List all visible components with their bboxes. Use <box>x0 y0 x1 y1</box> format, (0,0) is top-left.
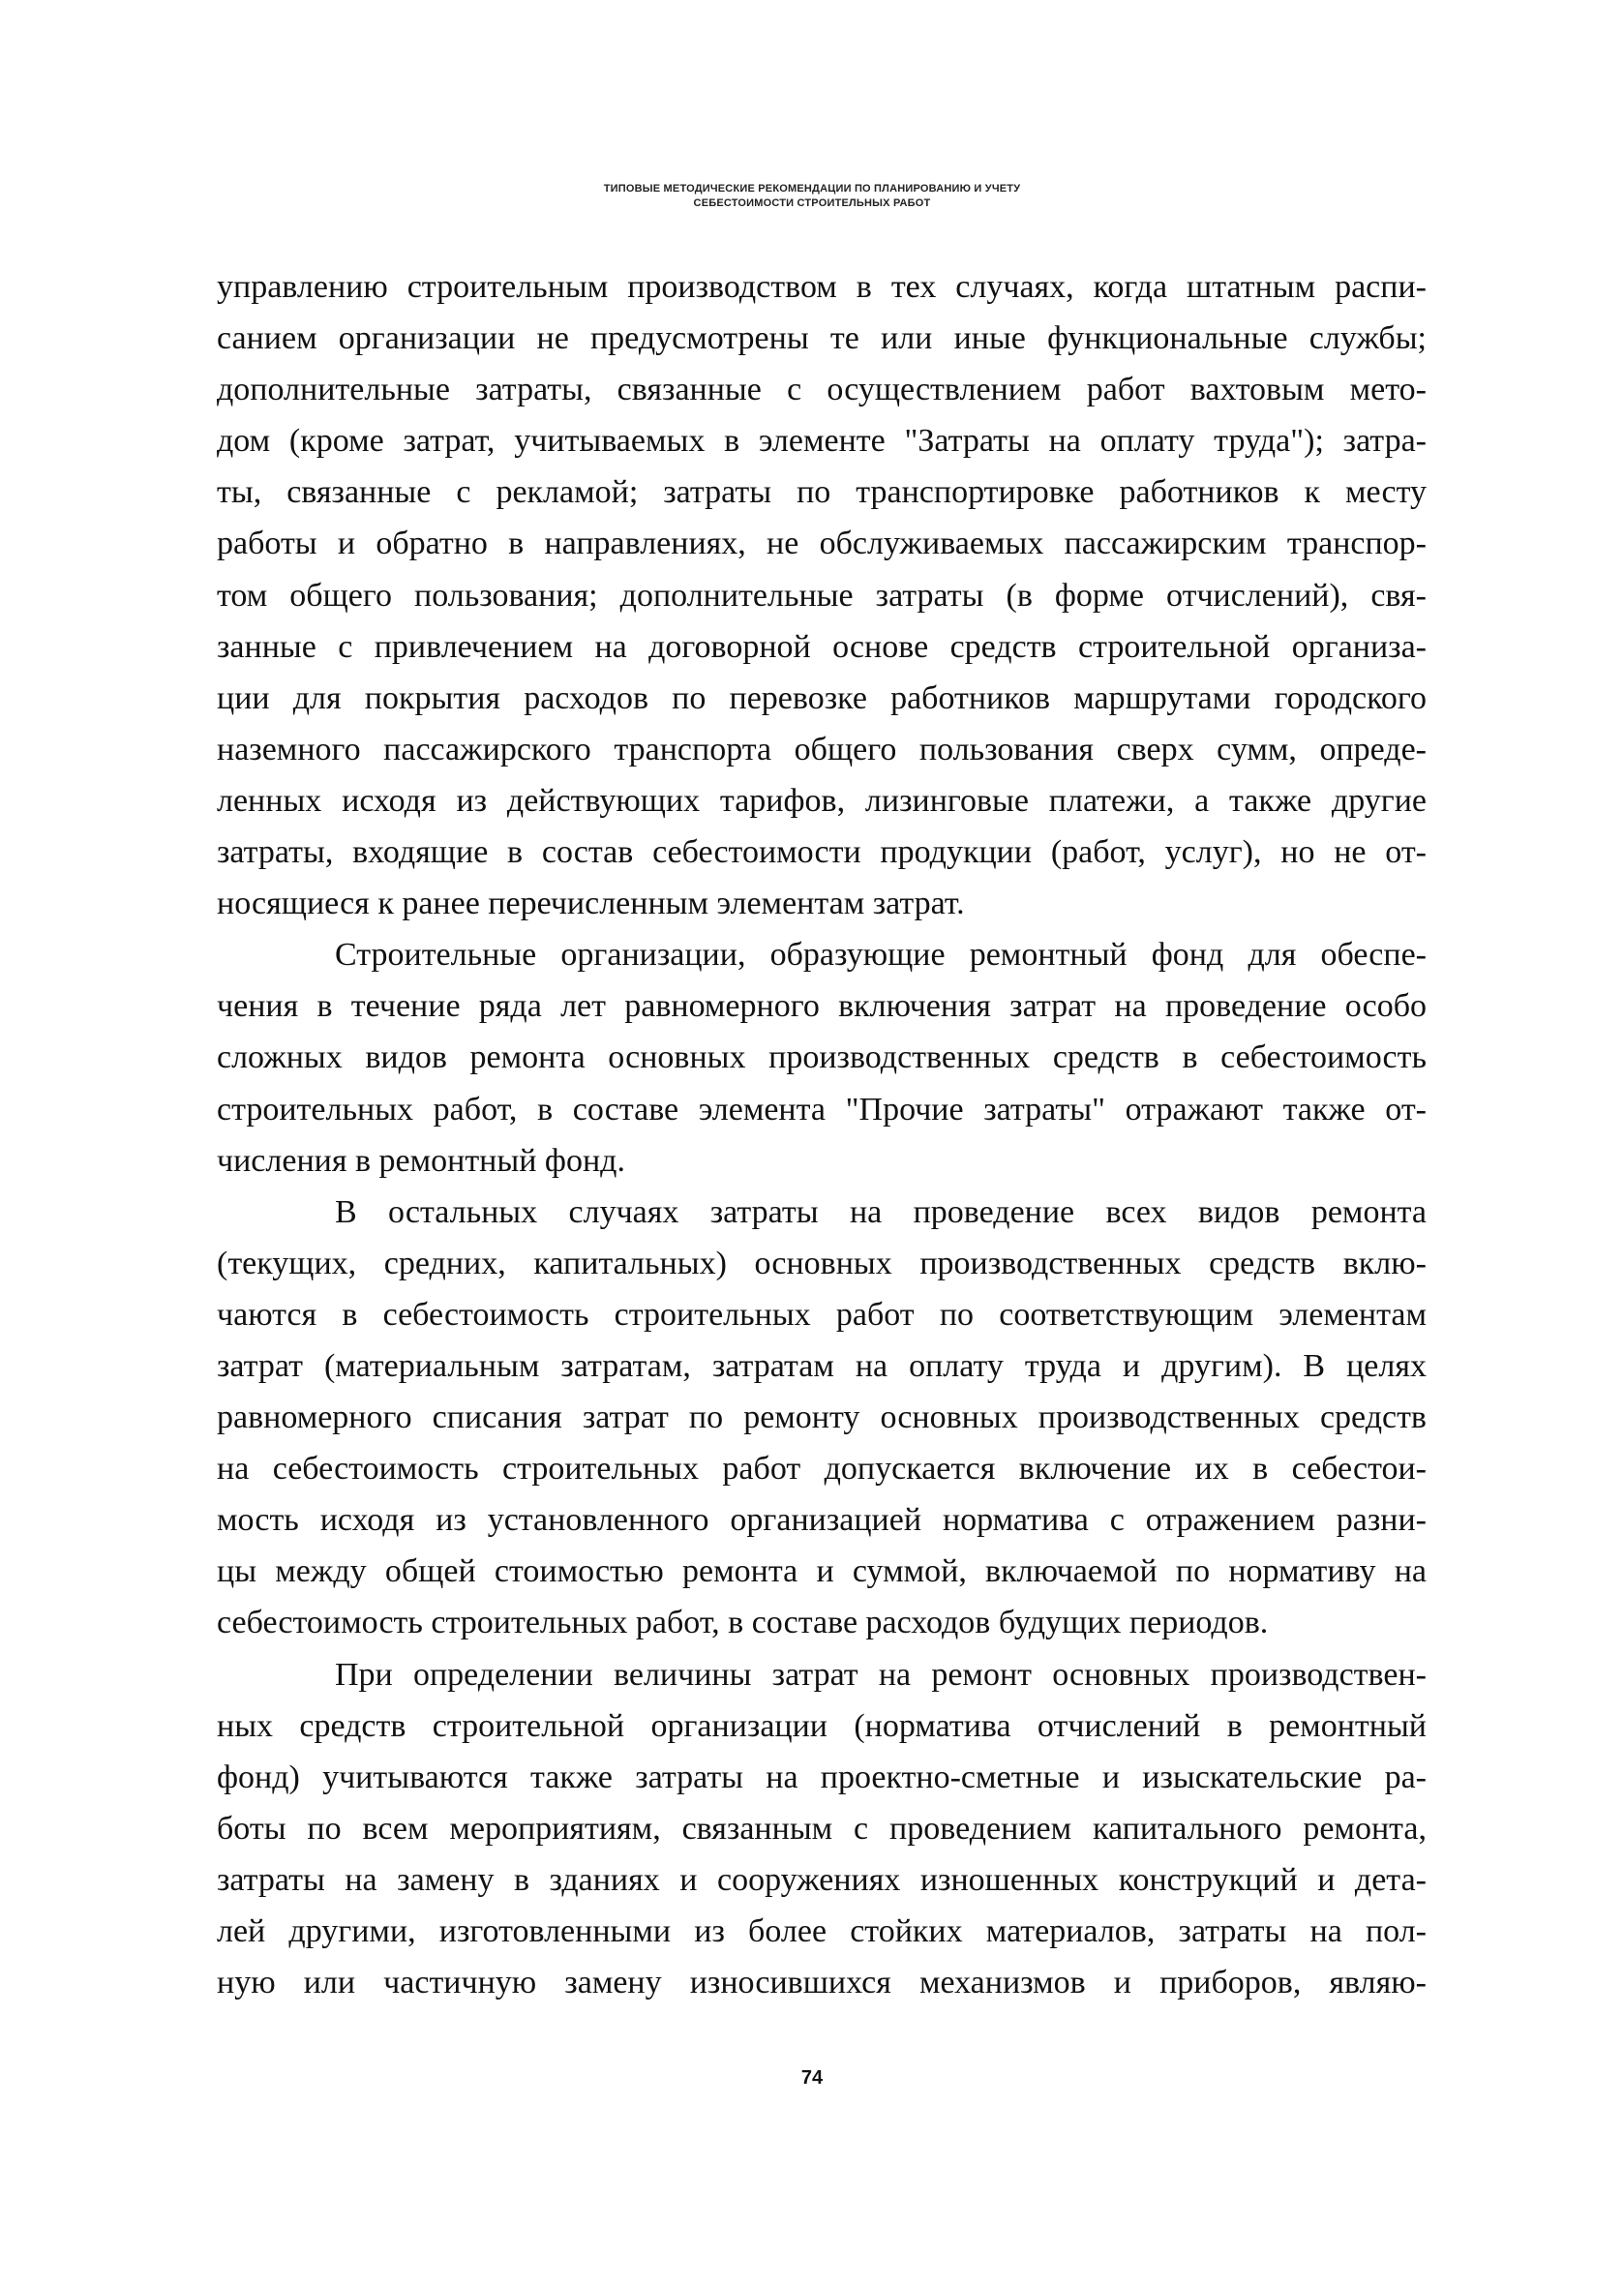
text-line: затраты на замену в зданиях и сооружениях изношенных конструкций и дета- <box>217 1861 1427 1898</box>
text-line: мость исходя из установленного организацией норматива с отражением разни- <box>217 1502 1427 1539</box>
text-line: санием организации не предусмотрены те или иные функциональные службы; <box>217 320 1427 357</box>
text-line: наземного пассажирского транспорта общего пользования сверх сумм, опреде- <box>217 731 1427 767</box>
text-line: ции для покрытия расходов по перевозке работников маршрутами городского <box>217 679 1427 716</box>
text-line: на себестоимость строительных работ допускается включение их в себестои- <box>217 1451 1427 1488</box>
text-line: строительных работ, в составе элемента "Прочие затраты" отражают также от- <box>217 1091 1427 1128</box>
paragraph-first-line: При определении величины затрат на ремонт основных производствен- <box>335 1656 1427 1693</box>
text-line: дополнительные затраты, связанные с осуществлением работ вахтовым мето- <box>217 372 1427 408</box>
text-line: боты по всем мероприятиям, связанным с проведением капитального ремонта, <box>217 1810 1427 1847</box>
text-line: ты, связанные с рекламой; затраты по транспортировке работников к месту <box>217 474 1427 511</box>
text-line: затраты, входящие в состав себестоимости продукции (работ, услуг), но не от- <box>217 834 1427 871</box>
text-line: занные с привлечением на договорной основе средств строительной организа- <box>217 628 1427 665</box>
text-line: чения в течение ряда лет равномерного включения затрат на проведение особо <box>217 988 1427 1025</box>
page-number: 74 <box>800 2067 824 2089</box>
text-line: цы между общей стоимостью ремонта и суммой, включаемой по нормативу на <box>217 1553 1427 1590</box>
text-line: затрат (материальным затратам, затратам на оплату труда и другим). В целях <box>217 1347 1427 1384</box>
text-line: ленных исходя из действующих тарифов, лизинговые платежи, а также другие <box>217 782 1427 819</box>
text-line: сложных видов ремонта основных производственных средств в себестоимость <box>217 1039 1427 1076</box>
text-line: чаются в себестоимость строительных работ по соответствующим элементам <box>217 1296 1427 1333</box>
running-header <box>0 182 1624 211</box>
text-line: ных средств строительной организации (норматива отчислений в ремонтный <box>217 1707 1427 1744</box>
paragraph-first-line: В остальных случаях затраты на проведение всех видов ремонта <box>335 1193 1427 1230</box>
paragraph-first-line: Строительные организации, образующие ремонтный фонд для обеспе- <box>335 937 1427 974</box>
text-line: лей другими, изготовленными из более стойких материалов, затраты на пол- <box>217 1913 1427 1949</box>
text-line: том общего пользования; дополнительные затраты (в форме отчислений), свя- <box>217 577 1427 614</box>
text-line: ную или частичную замену износившихся механизмов и приборов, являю- <box>217 1965 1427 2001</box>
text-line: работы и обратно в направлениях, не обслуживаемых пассажирским транспор- <box>217 526 1427 562</box>
body-text <box>217 261 1427 2008</box>
text-line: (текущих, средних, капитальных) основных производственных средств вклю- <box>217 1245 1427 1281</box>
text-line: фонд) учитываются также затраты на проектно-сметные и изыскательские ра- <box>217 1759 1427 1795</box>
text-line: носящиеся к ранее перечисленным элементам затрат. <box>217 886 965 922</box>
text-line: числения в ремонтный фонд. <box>217 1142 625 1179</box>
text-line: себестоимость строительных работ, в составе расходов будущих периодов. <box>217 1605 1269 1641</box>
text-line: дом (кроме затрат, учитываемых в элементе "Затраты на оплату труда"); затра- <box>217 423 1427 460</box>
running-header-line-2: СЕБЕСТОИМОСТИ СТРОИТЕЛЬНЫХ РАБОТ <box>693 197 931 209</box>
text-line: равномерного списания затрат по ремонту основных производственных средств <box>217 1399 1427 1436</box>
running-header-line-1: ТИПОВЫЕ МЕТОДИЧЕСКИЕ РЕКОМЕНДАЦИИ ПО ПЛАНИРОВАНИЮ И УЧЕТУ <box>603 183 1021 195</box>
text-line: управлению строительным производством в тех случаях, когда штатным распи- <box>217 269 1427 305</box>
